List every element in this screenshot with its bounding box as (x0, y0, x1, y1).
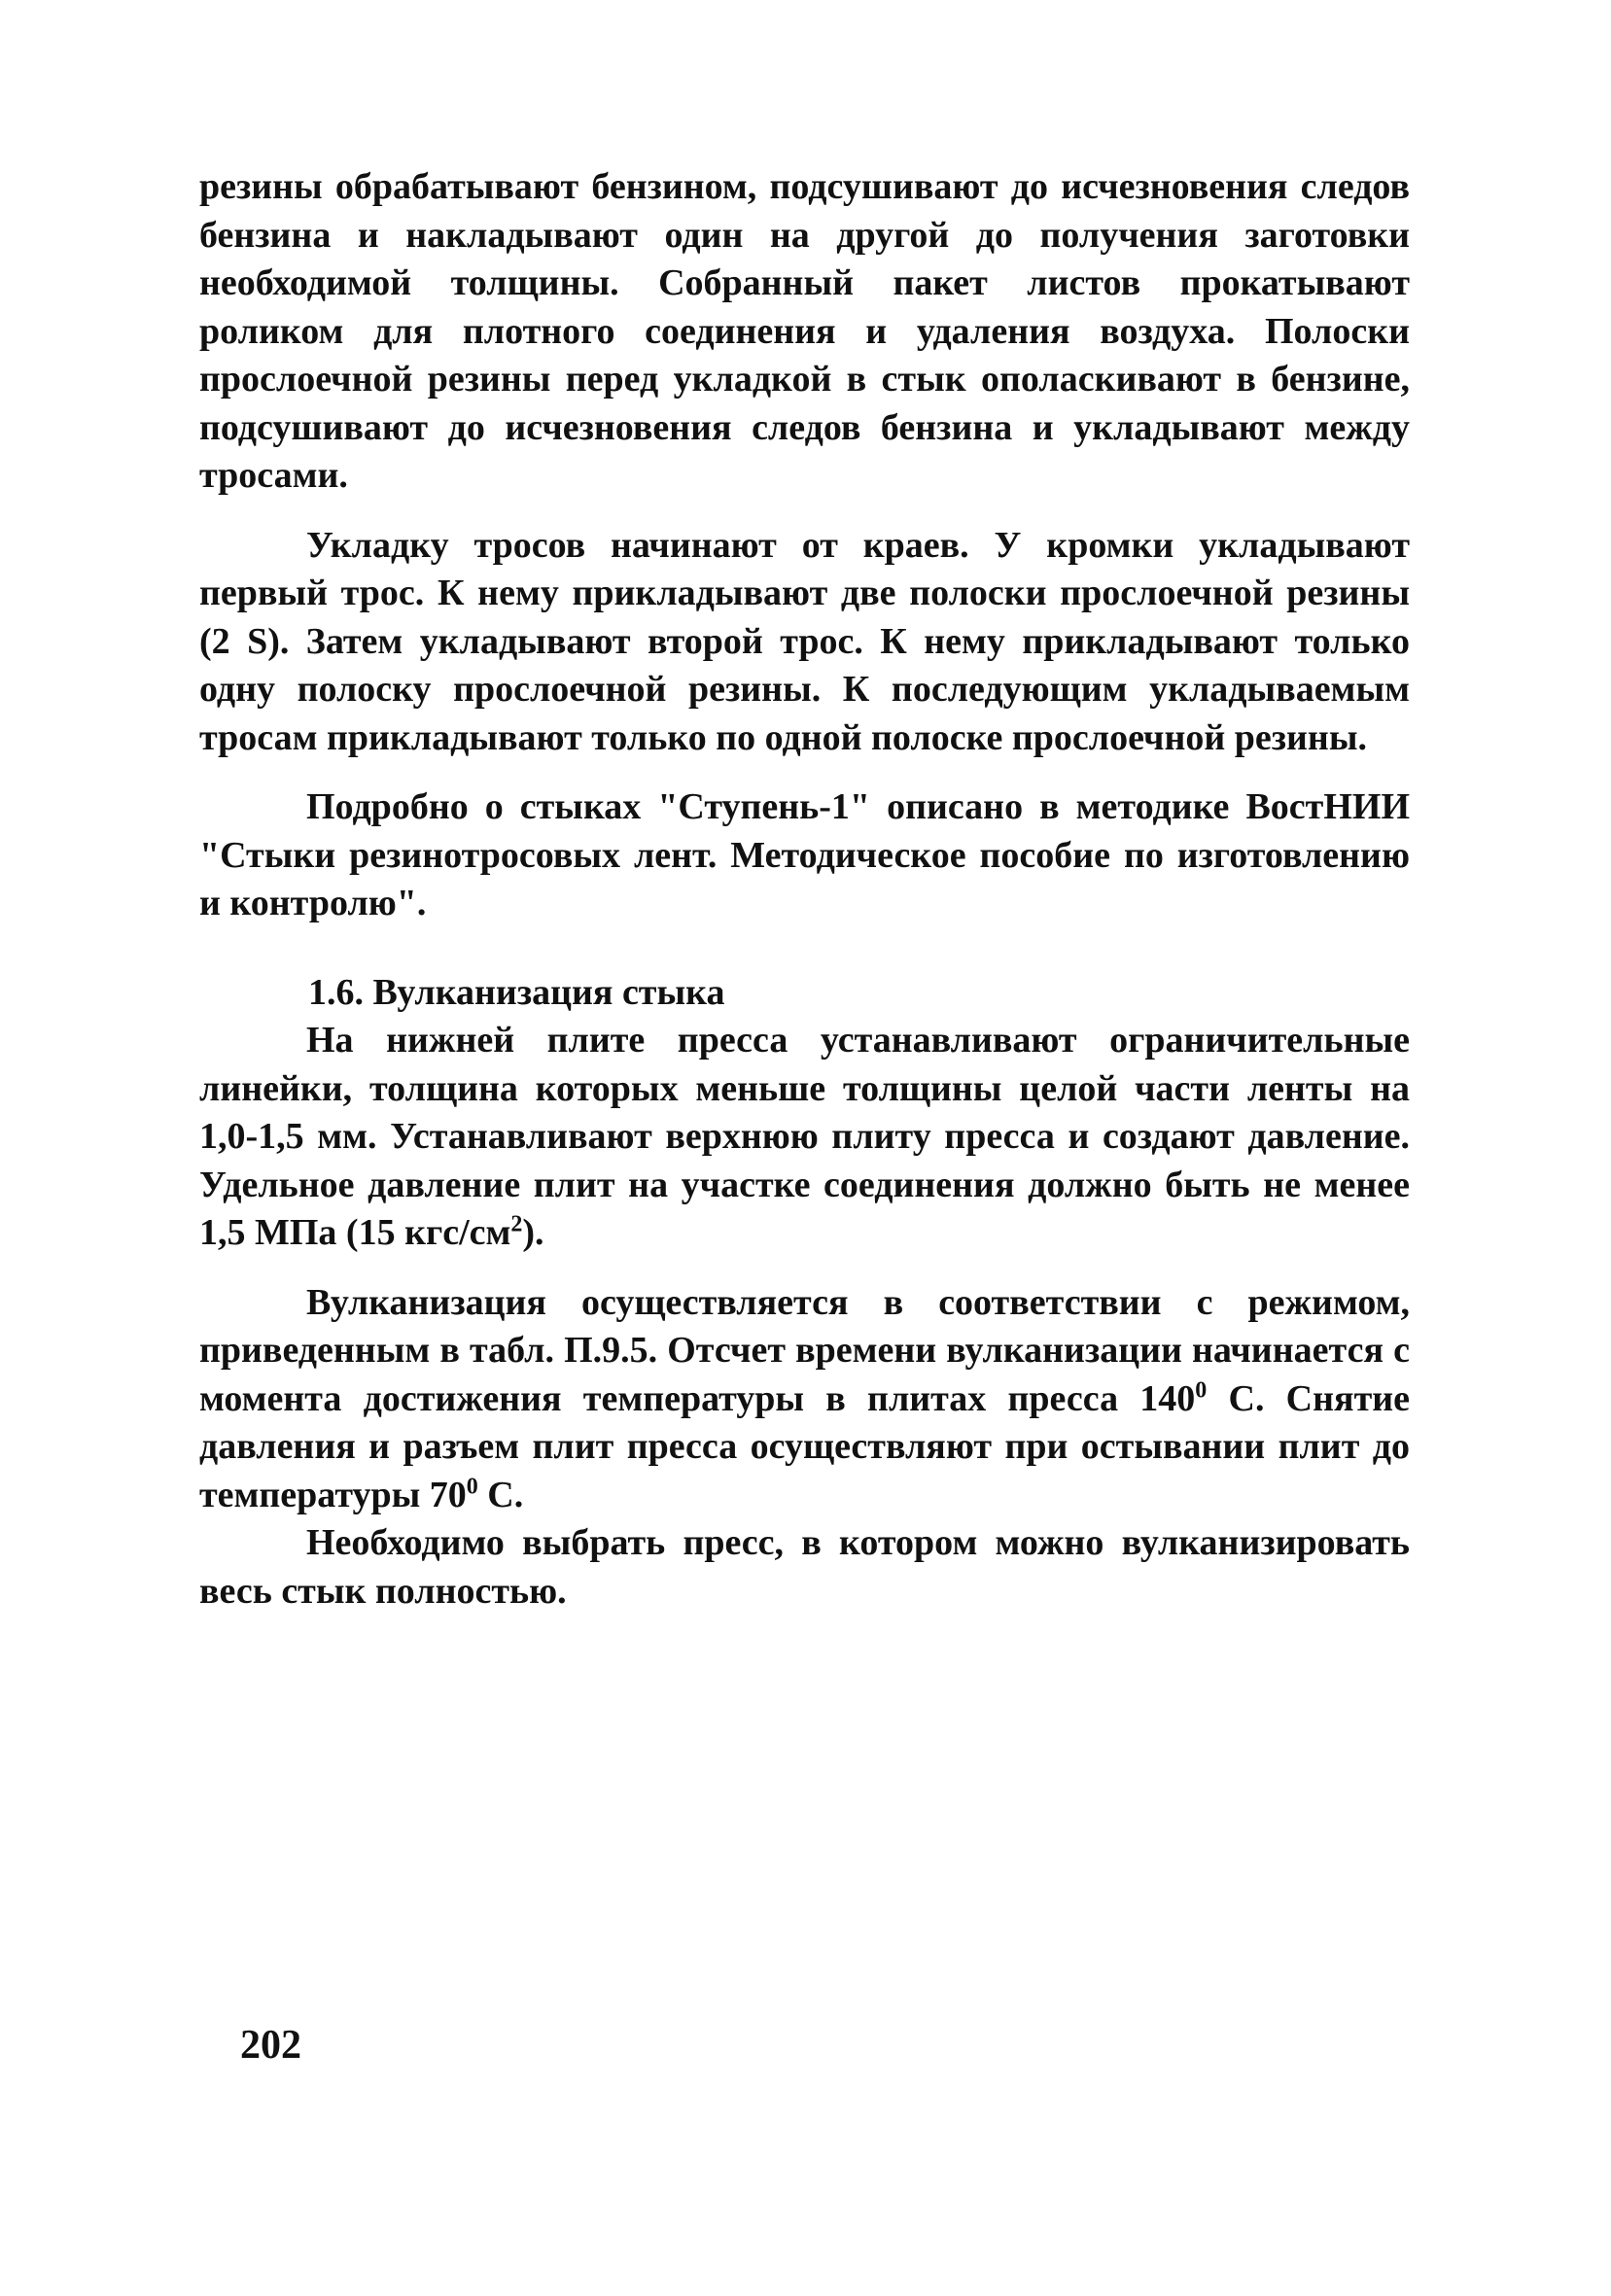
paragraph-4-main: На нижней плите пресса устанавливают ограничительные линейки, толщина которых меньше толщины целой части ленты на 1,0-1,5 мм. Устанавливают верхнюю плиту пресса и создают давление. Удельное давление плит на участке соединения должно быть не менее 1,5 МПа (15 кгс/см (199, 1020, 1410, 1253)
paragraph-5-part-b: С. Снятие давления и разъем плит пресса осуществляют при остывании плит до температуры 70 (199, 1377, 1411, 1515)
paragraph-4-superscript: 2 (510, 1211, 523, 1237)
paragraph-5-part-c: С. (477, 1474, 524, 1515)
section-heading: 1.6. Вулканизация стыка (308, 971, 725, 1013)
paragraph-5 (199, 1279, 1410, 1520)
paragraph-2: Укладку тросов начинают от краев. У кромки укладывают первый трос. К нему прикладывают две полоски прослоечной резины (2 S). Затем укладывают второй трос. К нему прикладывают только одну полоску прослоечной резины. К последующим укладываемым тросам прикладывают только по одной полоске прослоечной резины. (199, 524, 1410, 758)
body-text (199, 163, 1410, 1616)
paragraph-4-end: ). (522, 1212, 544, 1253)
paragraph-3: Подробно о стыках "Ступень-1" описано в методике ВостНИИ "Стыки резинотросовых лент. Методическое пособие по изготовлению и контролю". (199, 786, 1410, 923)
paragraph-1: резины обрабатывают бензином, подсушивают до исчезновения следов бензина и накладывают один на другой до получения заготовки необходимой толщины. Собранный пакет листов прокатывают роликом для плотного соединения и удаления воздуха. Полоски прослоечной резины перед укладкой в стык ополаскивают в бензине, подсушивают до исчезновения следов бензина и укладывают между тросами. (199, 166, 1410, 496)
paragraph-5-part-a: Вулканизация осуществляется в соответствии с режимом, приведенным в табл. П.9.5. Отсчет времени вулканизации начинается с момента достижения температуры в плитах пресса 140 (199, 1281, 1410, 1419)
degree-superscript-1: 0 (1195, 1376, 1208, 1403)
degree-superscript-2: 0 (466, 1473, 478, 1499)
paragraph-4 (199, 1017, 1410, 1258)
page-number: 202 (240, 2023, 301, 2068)
paragraph-6: Необходимо выбрать пресс, в котором можно вулканизировать весь стык полностью. (199, 1522, 1410, 1612)
